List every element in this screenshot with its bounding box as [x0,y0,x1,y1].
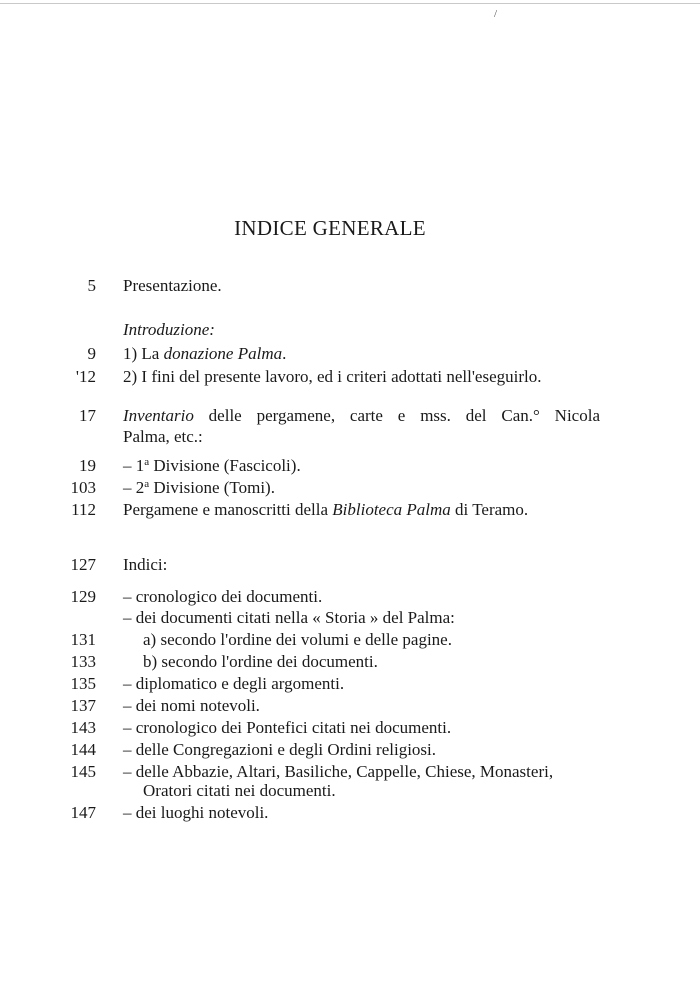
page-number: 17 [79,406,96,425]
page-number: 137 [70,696,96,715]
entry-text: Oratori citati nei documenti. [143,781,336,800]
top-edge-rule [0,3,700,4]
page-number: 131 [70,630,96,649]
entry-text: b) secondo l'ordine dei documenti. [143,652,378,671]
page-number: 103 [70,478,96,497]
page-number: 135 [70,674,96,693]
entry-text: Inventario delle pergamene, carte e mss. del Can.° Nicola [123,406,600,425]
page-number: 144 [70,740,96,759]
entry-text: Indici: [123,555,168,574]
entry-text: Pergamene e manoscritti della Biblioteca Palma di Teramo. [123,500,529,519]
page-number: 129 [70,587,96,606]
stray-mark: / [494,8,498,20]
entry-text: – dei documenti citati nella « Storia » del Palma: [123,608,455,627]
entry-text: – dei luoghi notevoli. [123,803,269,822]
page-number: 112 [71,500,96,519]
entry-text: – diplomatico e degli argomenti. [123,674,345,693]
entry-text: – dei nomi notevoli. [123,696,260,715]
page-number: 5 [87,276,96,295]
page-number: 143 [70,718,96,737]
page-number: 127 [70,555,96,574]
page-number: '12 [75,367,96,386]
page-number: 9 [87,344,96,363]
page-title: INDICE GENERALE [234,216,426,240]
page-number: 19 [79,456,96,475]
entry-text: – delle Abbazie, Altari, Basiliche, Cappelle, Chiese, Monasteri, [123,762,554,781]
page-number: 145 [70,762,96,781]
entry-text: 2) I fini del presente lavoro, ed i criteri adottati nell'eseguirlo. [123,367,542,386]
entry-text: – delle Congregazioni e degli Ordini religiosi. [123,740,437,759]
entry-text: 1) La donazione Palma. [123,344,287,363]
entry-text: – cronologico dei Pontefici citati nei documenti. [123,718,452,737]
entry-text: – 2$^a$ Divisione (Tomi). [123,478,275,497]
page-number: 147 [70,803,96,822]
entry-text: – 1$^a$ Divisione (Fascicoli). [123,456,301,475]
section-heading: Introduzione: [123,320,215,339]
entry-text: – cronologico dei documenti. [123,587,323,606]
entry-text: Presentazione. [123,276,222,295]
page-number: 133 [70,652,96,671]
entry-text: Palma, etc.: [123,427,203,446]
entry-text: a) secondo l'ordine dei volumi e delle pagine. [143,630,452,649]
